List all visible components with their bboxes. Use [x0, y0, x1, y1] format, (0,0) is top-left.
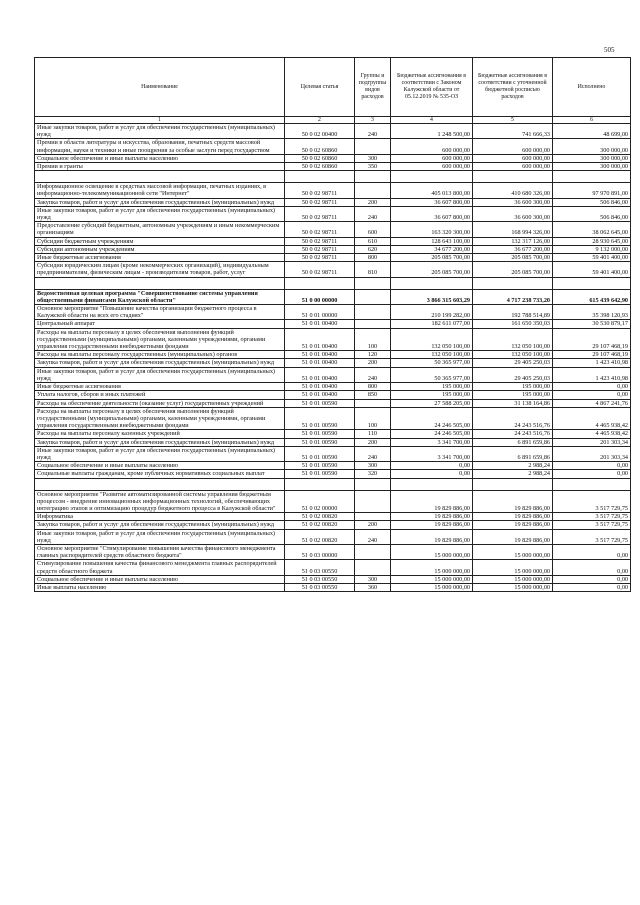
row-law-amount-cell: 195 000,00 [391, 391, 473, 399]
row-refined-amount-cell: 19 829 886,00 [473, 521, 553, 529]
row-name-cell: Расходы на выплаты персоналу государственных (муниципальных) органов [35, 351, 285, 359]
row-refined-amount-cell [473, 478, 553, 490]
row-executed-amount-cell: 506 846,00 [553, 206, 631, 221]
row-target-article-cell: 51 0 01 00590 [285, 407, 355, 430]
row-name-cell: Информационное освещение в средствах массовой информации, печатных изданиях, в информационно-телекоммуникационной сети "Интернет" [35, 183, 285, 198]
row-expense-group-cell [355, 399, 391, 407]
row-name-cell: Стимулирование повышения качества финансового менеджмента главных распорядителей средств областного бюджета [35, 560, 285, 575]
row-refined-amount-cell: 4 717 238 733,20 [473, 289, 553, 304]
row-name-cell: Иные закупки товаров, работ и услуг для обеспечения государственных (муниципальных) нужд [35, 529, 285, 544]
row-name-cell: Субсидии бюджетным учреждениям [35, 237, 285, 245]
header-executed: Исполнено [553, 58, 631, 117]
row-name-cell: Основное мероприятие "Стимулирование повышения качества финансового менеджмента главных распорядителей средств областного бюджета" [35, 544, 285, 559]
row-expense-group-cell: 120 [355, 351, 391, 359]
row-law-amount-cell: 19 829 886,00 [391, 521, 473, 529]
table-row [35, 320, 631, 328]
row-target-article-cell: 50 0 02 98711 [285, 254, 355, 262]
column-number: 6 [553, 117, 631, 124]
row-name-cell: Иные бюджетные ассигнования [35, 383, 285, 391]
row-refined-amount-cell: 192 788 514,89 [473, 305, 553, 320]
row-expense-group-cell: 350 [355, 163, 391, 171]
table-row [35, 462, 631, 470]
row-target-article-cell: 51 0 01 00400 [285, 391, 355, 399]
row-refined-amount-cell: 29 405 250,03 [473, 367, 553, 382]
row-name-cell: Закупка товаров, работ и услуг для обеспечения государственных (муниципальных) нужд [35, 521, 285, 529]
table-row [35, 139, 631, 154]
row-executed-amount-cell: 3 517 729,75 [553, 490, 631, 513]
row-refined-amount-cell: 15 000 000,00 [473, 560, 553, 575]
row-law-amount-cell: 182 611 077,00 [391, 320, 473, 328]
row-law-amount-cell [391, 478, 473, 490]
row-law-amount-cell: 132 050 100,00 [391, 351, 473, 359]
table-row [35, 198, 631, 206]
row-law-amount-cell: 34 677 200,00 [391, 245, 473, 253]
row-refined-amount-cell: 36 677 200,00 [473, 245, 553, 253]
row-law-amount-cell: 205 085 700,00 [391, 254, 473, 262]
row-target-article-cell: 50 0 02 98711 [285, 183, 355, 198]
row-refined-amount-cell: 410 680 326,00 [473, 183, 553, 198]
row-law-amount-cell: 24 246 505,00 [391, 430, 473, 438]
row-expense-group-cell: 200 [355, 198, 391, 206]
row-target-article-cell: 50 0 02 98711 [285, 262, 355, 277]
table-row [35, 583, 631, 591]
row-executed-amount-cell: 3 517 729,75 [553, 521, 631, 529]
row-refined-amount-cell: 36 600 300,00 [473, 198, 553, 206]
row-target-article-cell: 51 0 02 00000 [285, 490, 355, 513]
column-number: 4 [391, 117, 473, 124]
row-target-article-cell: 50 0 02 98711 [285, 198, 355, 206]
row-name-cell: Иные закупки товаров, работ и услуг для обеспечения государственных (муниципальных) нужд [35, 206, 285, 221]
row-refined-amount-cell: 600 000,00 [473, 154, 553, 162]
table-row [35, 490, 631, 513]
row-law-amount-cell: 36 607 800,00 [391, 198, 473, 206]
row-executed-amount-cell: 300 000,00 [553, 139, 631, 154]
row-target-article-cell: 50 0 02 00400 [285, 124, 355, 139]
table-spacer-row [35, 478, 631, 490]
row-law-amount-cell: 600 000,00 [391, 154, 473, 162]
column-number: 2 [285, 117, 355, 124]
row-expense-group-cell [355, 305, 391, 320]
row-law-amount-cell: 600 000,00 [391, 163, 473, 171]
row-executed-amount-cell: 300 000,00 [553, 154, 631, 162]
row-target-article-cell: 51 0 01 00590 [285, 399, 355, 407]
row-name-cell: Закупка товаров, работ и услуг для обеспечения государственных (муниципальных) нужд [35, 359, 285, 367]
row-name-cell: Иные закупки товаров, работ и услуг для обеспечения государственных (муниципальных) нужд [35, 446, 285, 461]
table-spacer-row [35, 277, 631, 289]
row-name-cell: Премии и гранты [35, 163, 285, 171]
row-executed-amount-cell: 59 401 400,00 [553, 262, 631, 277]
row-law-amount-cell: 3 341 700,00 [391, 446, 473, 461]
row-expense-group-cell: 100 [355, 328, 391, 351]
row-name-cell: Закупка товаров, работ и услуг для обеспечения государственных (муниципальных) нужд [35, 438, 285, 446]
header-law-allocations: Бюджетные ассигнования в соответствии с Законом Калужской области от 05.12.2019 № 535-ОЗ [391, 58, 473, 117]
row-expense-group-cell [355, 513, 391, 521]
row-executed-amount-cell: 4 465 938,42 [553, 430, 631, 438]
table-row [35, 154, 631, 162]
row-executed-amount-cell: 1 423 410,98 [553, 359, 631, 367]
row-name-cell: Расходы на выплаты персоналу в целях обеспечения выполнения функций государственными (муниципальными) органами, казенными учреждениями, органами управления государственными внебюджетными фондами [35, 328, 285, 351]
row-law-amount-cell: 27 588 205,00 [391, 399, 473, 407]
row-expense-group-cell: 360 [355, 583, 391, 591]
row-target-article-cell: 51 0 01 00400 [285, 351, 355, 359]
row-executed-amount-cell: 506 846,00 [553, 198, 631, 206]
row-refined-amount-cell: 15 000 000,00 [473, 544, 553, 559]
table-spacer-row [35, 171, 631, 183]
row-executed-amount-cell: 300 000,00 [553, 163, 631, 171]
row-name-cell: Иные закупки товаров, работ и услуг для обеспечения государственных (муниципальных) нужд [35, 367, 285, 382]
row-refined-amount-cell: 600 000,00 [473, 139, 553, 154]
row-target-article-cell: 50 0 02 60860 [285, 139, 355, 154]
row-executed-amount-cell: 0,00 [553, 470, 631, 478]
row-executed-amount-cell: 0,00 [553, 462, 631, 470]
row-executed-amount-cell: 0,00 [553, 544, 631, 559]
row-executed-amount-cell: 29 107 468,19 [553, 328, 631, 351]
row-expense-group-cell: 240 [355, 124, 391, 139]
row-law-amount-cell: 195 000,00 [391, 383, 473, 391]
row-name-cell: Социальные выплаты гражданам, кроме публичных нормативных социальных выплат [35, 470, 285, 478]
row-executed-amount-cell: 59 401 400,00 [553, 254, 631, 262]
row-name-cell: Иные закупки товаров, работ и услуг для обеспечения государственных (муниципальных) нужд [35, 124, 285, 139]
row-name-cell: Расходы на выплаты персоналу в целях обеспечения выполнения функций государственными (муниципальными) органами, казенными учреждениями, органами управления государственными внебюджетными фондами [35, 407, 285, 430]
table-row [35, 124, 631, 139]
row-refined-amount-cell: 15 000 000,00 [473, 583, 553, 591]
row-law-amount-cell [391, 277, 473, 289]
row-target-article-cell: 51 0 01 00590 [285, 446, 355, 461]
table-row [35, 351, 631, 359]
row-name-cell: Уплата налогов, сборов и иных платежей [35, 391, 285, 399]
row-expense-group-cell: 850 [355, 391, 391, 399]
table-body [35, 124, 631, 592]
row-refined-amount-cell: 205 085 700,00 [473, 262, 553, 277]
header-target-article: Целевая статья [285, 58, 355, 117]
row-executed-amount-cell: 0,00 [553, 575, 631, 583]
row-law-amount-cell: 132 050 100,00 [391, 328, 473, 351]
row-law-amount-cell: 19 829 886,00 [391, 529, 473, 544]
table-row [35, 328, 631, 351]
row-executed-amount-cell: 615 439 642,90 [553, 289, 631, 304]
row-refined-amount-cell: 31 138 164,86 [473, 399, 553, 407]
row-executed-amount-cell: 28 930 645,00 [553, 237, 631, 245]
table-row [35, 513, 631, 521]
row-refined-amount-cell: 161 650 350,03 [473, 320, 553, 328]
table-row [35, 544, 631, 559]
row-target-article-cell: 51 0 01 00400 [285, 359, 355, 367]
row-law-amount-cell: 0,00 [391, 462, 473, 470]
row-law-amount-cell: 3 341 700,00 [391, 438, 473, 446]
table-header-row [35, 58, 631, 117]
row-executed-amount-cell: 0,00 [553, 583, 631, 591]
row-executed-amount-cell [553, 478, 631, 490]
table-row [35, 305, 631, 320]
table-row [35, 183, 631, 198]
row-name-cell: Социальное обеспечение и иные выплаты населению [35, 575, 285, 583]
row-name-cell: Информатика [35, 513, 285, 521]
table-row [35, 575, 631, 583]
table-row [35, 262, 631, 277]
header-refined-allocations: Бюджетные ассигнования в соответствии с уточненной бюджетной росписью расходов [473, 58, 553, 117]
row-name-cell: Ведомственная целевая программа "Совершенствование системы управления общественными финансами Калужской области" [35, 289, 285, 304]
row-target-article-cell [285, 277, 355, 289]
table-row [35, 245, 631, 253]
row-expense-group-cell: 200 [355, 438, 391, 446]
row-expense-group-cell: 240 [355, 367, 391, 382]
row-target-article-cell: 51 0 01 00400 [285, 328, 355, 351]
row-expense-group-cell [355, 544, 391, 559]
row-law-amount-cell: 15 000 000,00 [391, 575, 473, 583]
row-law-amount-cell: 600 000,00 [391, 139, 473, 154]
table-row [35, 359, 631, 367]
row-name-cell: Субсидии юридическим лицам (кроме некоммерческих организаций), индивидуальным предпринимателям, физическим лицам - производителям товаров, работ, услуг [35, 262, 285, 277]
row-name-cell: Иные выплаты населению [35, 583, 285, 591]
row-refined-amount-cell: 19 829 886,00 [473, 490, 553, 513]
row-law-amount-cell [391, 171, 473, 183]
header-name: Наименование [35, 58, 285, 117]
row-name-cell: Премии в области литературы и искусства, образования, печатных средств массовой информации, науки и техники и иные поощрения за особые заслуги перед государством [35, 139, 285, 154]
table-row [35, 391, 631, 399]
row-executed-amount-cell: 0,00 [553, 391, 631, 399]
row-executed-amount-cell: 0,00 [553, 560, 631, 575]
row-executed-amount-cell [553, 277, 631, 289]
table-row [35, 430, 631, 438]
row-refined-amount-cell [473, 277, 553, 289]
column-number: 5 [473, 117, 553, 124]
row-target-article-cell [285, 478, 355, 490]
row-target-article-cell: 51 0 01 00590 [285, 470, 355, 478]
row-expense-group-cell: 800 [355, 254, 391, 262]
row-target-article-cell [285, 171, 355, 183]
table-row [35, 529, 631, 544]
table-row [35, 383, 631, 391]
row-refined-amount-cell: 29 405 250,03 [473, 359, 553, 367]
row-expense-group-cell: 100 [355, 407, 391, 430]
row-refined-amount-cell: 195 000,00 [473, 391, 553, 399]
table-row [35, 438, 631, 446]
row-name-cell: Социальное обеспечение и иные выплаты населению [35, 154, 285, 162]
row-target-article-cell: 51 0 02 00820 [285, 513, 355, 521]
row-law-amount-cell: 210 199 282,00 [391, 305, 473, 320]
row-law-amount-cell: 50 365 977,00 [391, 367, 473, 382]
table-row [35, 399, 631, 407]
table-row [35, 254, 631, 262]
row-refined-amount-cell: 19 829 886,00 [473, 513, 553, 521]
row-executed-amount-cell: 4 465 938,42 [553, 407, 631, 430]
row-name-cell: Центральный аппарат [35, 320, 285, 328]
table-row [35, 163, 631, 171]
row-law-amount-cell: 19 829 886,00 [391, 513, 473, 521]
row-refined-amount-cell: 2 988,24 [473, 470, 553, 478]
row-expense-group-cell: 610 [355, 237, 391, 245]
row-target-article-cell: 51 0 02 00820 [285, 529, 355, 544]
row-target-article-cell: 51 0 03 00550 [285, 575, 355, 583]
row-expense-group-cell [355, 277, 391, 289]
row-name-cell: Расходы на выплаты персоналу казенных учреждений [35, 430, 285, 438]
row-expense-group-cell: 300 [355, 575, 391, 583]
row-executed-amount-cell: 3 517 729,75 [553, 529, 631, 544]
table-row [35, 367, 631, 382]
table-row [35, 521, 631, 529]
row-name-cell: Основное мероприятие "Повышение качества организации бюджетного процесса в Калужской области на всех его стадиях" [35, 305, 285, 320]
column-number: 1 [35, 117, 285, 124]
row-target-article-cell: 50 0 02 98711 [285, 206, 355, 221]
row-law-amount-cell: 15 000 000,00 [391, 583, 473, 591]
row-refined-amount-cell: 6 891 659,86 [473, 438, 553, 446]
row-refined-amount-cell: 6 891 659,86 [473, 446, 553, 461]
row-law-amount-cell: 19 829 886,00 [391, 490, 473, 513]
row-target-article-cell: 51 0 01 00590 [285, 430, 355, 438]
row-expense-group-cell: 600 [355, 222, 391, 237]
row-executed-amount-cell: 97 970 891,00 [553, 183, 631, 198]
row-law-amount-cell: 36 607 800,00 [391, 206, 473, 221]
row-refined-amount-cell: 132 050 100,00 [473, 328, 553, 351]
page-number: 505 [604, 46, 615, 54]
row-expense-group-cell: 200 [355, 521, 391, 529]
row-law-amount-cell: 405 013 800,00 [391, 183, 473, 198]
row-target-article-cell: 51 0 01 00590 [285, 438, 355, 446]
row-expense-group-cell: 240 [355, 529, 391, 544]
row-target-article-cell: 51 0 03 00000 [285, 544, 355, 559]
row-target-article-cell: 50 0 02 60860 [285, 154, 355, 162]
row-refined-amount-cell [473, 171, 553, 183]
row-target-article-cell: 50 0 02 98711 [285, 245, 355, 253]
table-row [35, 222, 631, 237]
row-executed-amount-cell: 1 423 410,98 [553, 367, 631, 382]
row-name-cell: Основное мероприятие "Развитие автоматизированной системы управления бюджетным процессом - внедрение инновационных информационных технологий, обеспечивающих интеграцию этапов и оптимизацию процедур бюджетного процесса в Калужской области" [35, 490, 285, 513]
row-executed-amount-cell: 30 530 879,17 [553, 320, 631, 328]
row-name-cell: Предоставление субсидий бюджетным, автономным учреждениям и иным некоммерческим организациям [35, 222, 285, 237]
row-expense-group-cell [355, 183, 391, 198]
row-law-amount-cell: 15 000 000,00 [391, 544, 473, 559]
row-target-article-cell: 51 0 01 00400 [285, 320, 355, 328]
row-executed-amount-cell: 38 062 645,00 [553, 222, 631, 237]
row-law-amount-cell: 163 320 300,00 [391, 222, 473, 237]
row-refined-amount-cell: 741 666,33 [473, 124, 553, 139]
row-name-cell: Закупка товаров, работ и услуг для обеспечения государственных (муниципальных) нужд [35, 198, 285, 206]
row-executed-amount-cell: 3 517 729,75 [553, 513, 631, 521]
row-name-cell: Социальное обеспечение и иные выплаты населению [35, 462, 285, 470]
row-law-amount-cell: 50 365 977,00 [391, 359, 473, 367]
table-row [35, 407, 631, 430]
row-refined-amount-cell: 24 243 516,76 [473, 407, 553, 430]
row-expense-group-cell [355, 139, 391, 154]
row-refined-amount-cell: 168 994 326,00 [473, 222, 553, 237]
row-executed-amount-cell: 201 303,34 [553, 446, 631, 461]
row-target-article-cell: 50 0 02 60860 [285, 163, 355, 171]
row-target-article-cell: 50 0 02 98711 [285, 222, 355, 237]
row-expense-group-cell: 240 [355, 446, 391, 461]
table-row [35, 470, 631, 478]
row-expense-group-cell [355, 289, 391, 304]
table-row [35, 446, 631, 461]
row-expense-group-cell: 810 [355, 262, 391, 277]
row-refined-amount-cell: 132 050 100,00 [473, 351, 553, 359]
row-target-article-cell: 50 0 02 98711 [285, 237, 355, 245]
row-name-cell: Расходы на обеспечение деятельности (оказание услуг) государственных учреждений [35, 399, 285, 407]
budget-table [34, 57, 631, 592]
row-executed-amount-cell: 9 132 000,00 [553, 245, 631, 253]
row-executed-amount-cell: 4 867 241,76 [553, 399, 631, 407]
row-law-amount-cell: 15 000 000,00 [391, 560, 473, 575]
row-expense-group-cell: 240 [355, 206, 391, 221]
row-executed-amount-cell: 35 398 120,93 [553, 305, 631, 320]
row-name-cell: Субсидии автономным учреждениям [35, 245, 285, 253]
row-refined-amount-cell: 195 000,00 [473, 383, 553, 391]
row-expense-group-cell [355, 171, 391, 183]
row-target-article-cell: 51 0 02 00820 [285, 521, 355, 529]
row-executed-amount-cell: 0,00 [553, 383, 631, 391]
row-target-article-cell: 51 0 00 00000 [285, 289, 355, 304]
row-name-cell: Иные бюджетные ассигнования [35, 254, 285, 262]
row-target-article-cell: 51 0 01 00000 [285, 305, 355, 320]
row-law-amount-cell: 3 866 315 603,29 [391, 289, 473, 304]
row-expense-group-cell: 300 [355, 462, 391, 470]
row-law-amount-cell: 0,00 [391, 470, 473, 478]
row-expense-group-cell: 620 [355, 245, 391, 253]
row-name-cell [35, 171, 285, 183]
row-target-article-cell: 51 0 03 00550 [285, 583, 355, 591]
table-row [35, 560, 631, 575]
row-refined-amount-cell: 600 000,00 [473, 163, 553, 171]
row-executed-amount-cell: 29 107 468,19 [553, 351, 631, 359]
row-executed-amount-cell [553, 171, 631, 183]
row-expense-group-cell: 110 [355, 430, 391, 438]
row-refined-amount-cell: 15 000 000,00 [473, 575, 553, 583]
row-law-amount-cell: 205 085 700,00 [391, 262, 473, 277]
row-refined-amount-cell: 24 243 516,76 [473, 430, 553, 438]
row-refined-amount-cell: 205 085 700,00 [473, 254, 553, 262]
row-expense-group-cell [355, 560, 391, 575]
row-law-amount-cell: 128 643 100,00 [391, 237, 473, 245]
row-expense-group-cell: 200 [355, 359, 391, 367]
row-executed-amount-cell: 201 303,34 [553, 438, 631, 446]
row-expense-group-cell [355, 490, 391, 513]
column-number: 3 [355, 117, 391, 124]
row-expense-group-cell [355, 320, 391, 328]
table-row [35, 206, 631, 221]
row-refined-amount-cell: 36 600 300,00 [473, 206, 553, 221]
row-law-amount-cell: 1 248 500,00 [391, 124, 473, 139]
row-name-cell [35, 277, 285, 289]
row-target-article-cell: 51 0 01 00590 [285, 462, 355, 470]
row-refined-amount-cell: 2 988,24 [473, 462, 553, 470]
header-expense-groups: Группы и подгруппы видов расходов [355, 58, 391, 117]
row-expense-group-cell: 300 [355, 154, 391, 162]
row-expense-group-cell [355, 478, 391, 490]
table-row [35, 289, 631, 304]
column-number-row [35, 117, 631, 124]
row-law-amount-cell: 24 246 505,00 [391, 407, 473, 430]
row-expense-group-cell: 800 [355, 383, 391, 391]
row-target-article-cell: 51 0 01 00400 [285, 383, 355, 391]
row-target-article-cell: 51 0 03 00550 [285, 560, 355, 575]
row-refined-amount-cell: 132 317 126,00 [473, 237, 553, 245]
row-expense-group-cell: 320 [355, 470, 391, 478]
row-executed-amount-cell: 48 699,00 [553, 124, 631, 139]
row-name-cell [35, 478, 285, 490]
row-refined-amount-cell: 19 829 886,00 [473, 529, 553, 544]
table-row [35, 237, 631, 245]
row-target-article-cell: 51 0 01 00400 [285, 367, 355, 382]
